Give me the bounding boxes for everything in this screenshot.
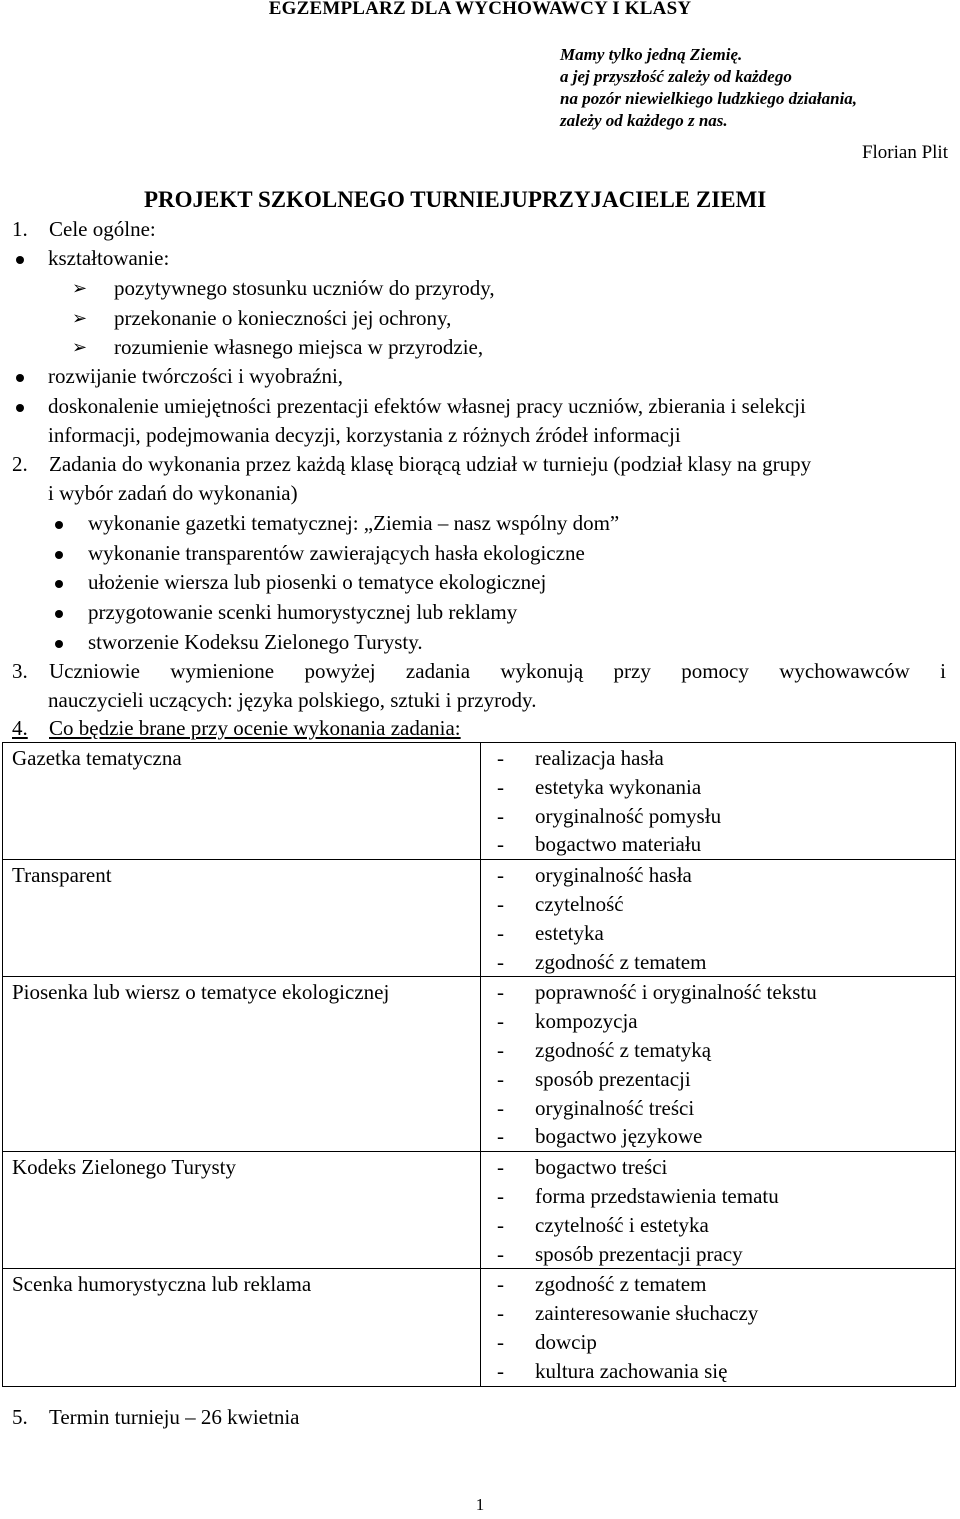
criterion-item: - zgodność z tematem: [497, 949, 707, 974]
criterion-item: - sposób prezentacji pracy: [497, 1241, 743, 1266]
section-5-heading: [12, 1403, 299, 1432]
criterion-item: - oryginalność hasła: [497, 863, 692, 888]
task-item: ułożenie wiersza lub piosenki o tematyce ekologicznej: [88, 570, 547, 594]
category-cell: Scenka humorystyczna lub reklama: [3, 1269, 481, 1386]
criteria-cell: [481, 1152, 956, 1269]
task-item: wykonanie transparentów zawierających hasła ekologiczne: [88, 541, 585, 565]
motto-line: a jej przyszłość zależy od każdego: [560, 67, 792, 86]
section-title: Cele ogólne:: [49, 217, 156, 241]
criterion-item: - dowcip: [497, 1329, 597, 1354]
section-1-heading: [12, 215, 156, 244]
goal-sub-item: przekonanie o konieczności jej ochrony,: [114, 306, 452, 330]
bullet-icon: [55, 610, 63, 618]
bullet-icon: [16, 256, 24, 264]
goal-item: rozwijanie twórczości i wyobraźni,: [48, 364, 344, 388]
section-2-heading: [12, 450, 811, 479]
criterion-item: - oryginalność treści: [497, 1095, 695, 1120]
goal-item: doskonalenie umiejętności prezentacji efektów własnej pracy uczniów, zbierania i selekcji: [48, 394, 806, 418]
section-text: Uczniowie wymienione powyżej zadania wykonują przy pomocy wychowawców i: [49, 659, 946, 683]
section-number: 3.: [12, 659, 28, 683]
task-item: stworzenie Kodeksu Zielonego Turysty.: [88, 630, 423, 654]
category-cell: Transparent: [3, 860, 481, 977]
tournament-date: Termin turnieju – 26 kwietnia: [49, 1405, 300, 1429]
project-title: PROJEKT SZKOLNEGO TURNIEJUPRZYJACIELE ZIEMI: [144, 187, 767, 212]
goal-sub-item: pozytywnego stosunku uczniów do przyrody,: [114, 276, 495, 300]
criterion-item: - bogactwo treści: [497, 1155, 668, 1180]
criterion-item: - oryginalność pomysłu: [497, 803, 722, 828]
arrow-bullet-icon: ➢: [72, 278, 88, 298]
section-number: 1.: [12, 217, 28, 241]
criterion-item: - estetyka wykonania: [497, 774, 702, 799]
document-header: EGZEMPLARZ DLA WYCHOWAWCY I KLASY: [268, 0, 692, 19]
criteria-cell: [481, 977, 956, 1152]
table-row: [3, 977, 956, 1152]
criterion-item: - kompozycja: [497, 1009, 638, 1034]
motto-line: zależy od każdego z nas.: [560, 111, 728, 130]
criteria-table: [2, 742, 956, 1387]
bullet-icon: [55, 580, 63, 588]
criterion-item: - zainteresowanie słuchaczy: [497, 1301, 759, 1326]
category-cell: Kodeks Zielonego Turysty: [3, 1152, 481, 1269]
task-item: wykonanie gazetki tematycznej: „Ziemia – nasz wspólny dom”: [88, 511, 620, 535]
criteria-cell: [481, 1269, 956, 1386]
table-row: [3, 1269, 956, 1386]
criterion-item: - bogactwo materiału: [497, 832, 702, 857]
bullet-icon: [55, 640, 63, 648]
motto-author: Florian Plit: [861, 142, 948, 163]
criterion-item: - czytelność i estetyka: [497, 1212, 709, 1237]
section-text-continuation: i wybór zadań do wykonania): [48, 481, 298, 505]
category-cell: Gazetka tematyczna: [3, 743, 481, 860]
motto-line: na pozór niewielkiego ludzkiego działania,: [560, 89, 858, 108]
criteria-cell: [481, 860, 956, 977]
criterion-item: - estetyka: [497, 920, 604, 945]
section-number: 5.: [12, 1405, 28, 1429]
criterion-item: - zgodność z tematem: [497, 1272, 707, 1297]
section-number: 2.: [12, 452, 28, 476]
criterion-item: - poprawność i oryginalność tekstu: [497, 980, 817, 1005]
motto-line: Mamy tylko jedną Ziemię.: [560, 45, 743, 64]
goal-item-continuation: informacji, podejmowania decyzji, korzystania z różnych źródeł informacji: [48, 423, 681, 447]
criterion-item: - sposób prezentacji: [497, 1066, 691, 1091]
category-cell: Piosenka lub wiersz o tematyce ekologicznej: [3, 977, 481, 1152]
criterion-item: - realizacja hasła: [497, 746, 664, 770]
arrow-bullet-icon: ➢: [72, 308, 88, 328]
table-row: [3, 743, 956, 860]
goal-sub-item: rozumienie własnego miejsca w przyrodzie,: [114, 335, 484, 359]
task-item: przygotowanie scenki humorystycznej lub reklamy: [88, 600, 518, 624]
motto-quote: [560, 44, 857, 132]
criteria-cell: [481, 743, 956, 860]
criterion-item: - kultura zachowania się: [497, 1358, 728, 1383]
criterion-item: - bogactwo językowe: [497, 1124, 703, 1149]
bullet-icon: [16, 404, 24, 412]
criterion-item: - czytelność: [497, 891, 624, 916]
criterion-item: - forma przedstawienia tematu: [497, 1183, 779, 1208]
bullet-icon: [55, 521, 63, 529]
table-row: [3, 1152, 956, 1269]
criterion-item: - zgodność z tematyką: [497, 1037, 712, 1062]
section-3-heading: [12, 657, 948, 686]
bullet-icon: [55, 551, 63, 559]
section-text: Zadania do wykonania przez każdą klasę biorącą udział w turnieju (podział klasy na grupy: [49, 452, 812, 476]
page-number: 1: [475, 1495, 485, 1514]
table-row: [3, 860, 956, 977]
bullet-icon: [16, 374, 24, 382]
arrow-bullet-icon: ➢: [72, 337, 88, 357]
goal-item: kształtowanie:: [48, 246, 170, 270]
section-text-continuation: nauczycieli uczących: języka polskiego, sztuki i przyrody.: [48, 688, 537, 712]
section-number: 4.: [12, 716, 28, 740]
section-4-heading: [12, 714, 461, 743]
section-title: Co będzie brane przy ocenie wykonania zadania:: [49, 716, 461, 740]
